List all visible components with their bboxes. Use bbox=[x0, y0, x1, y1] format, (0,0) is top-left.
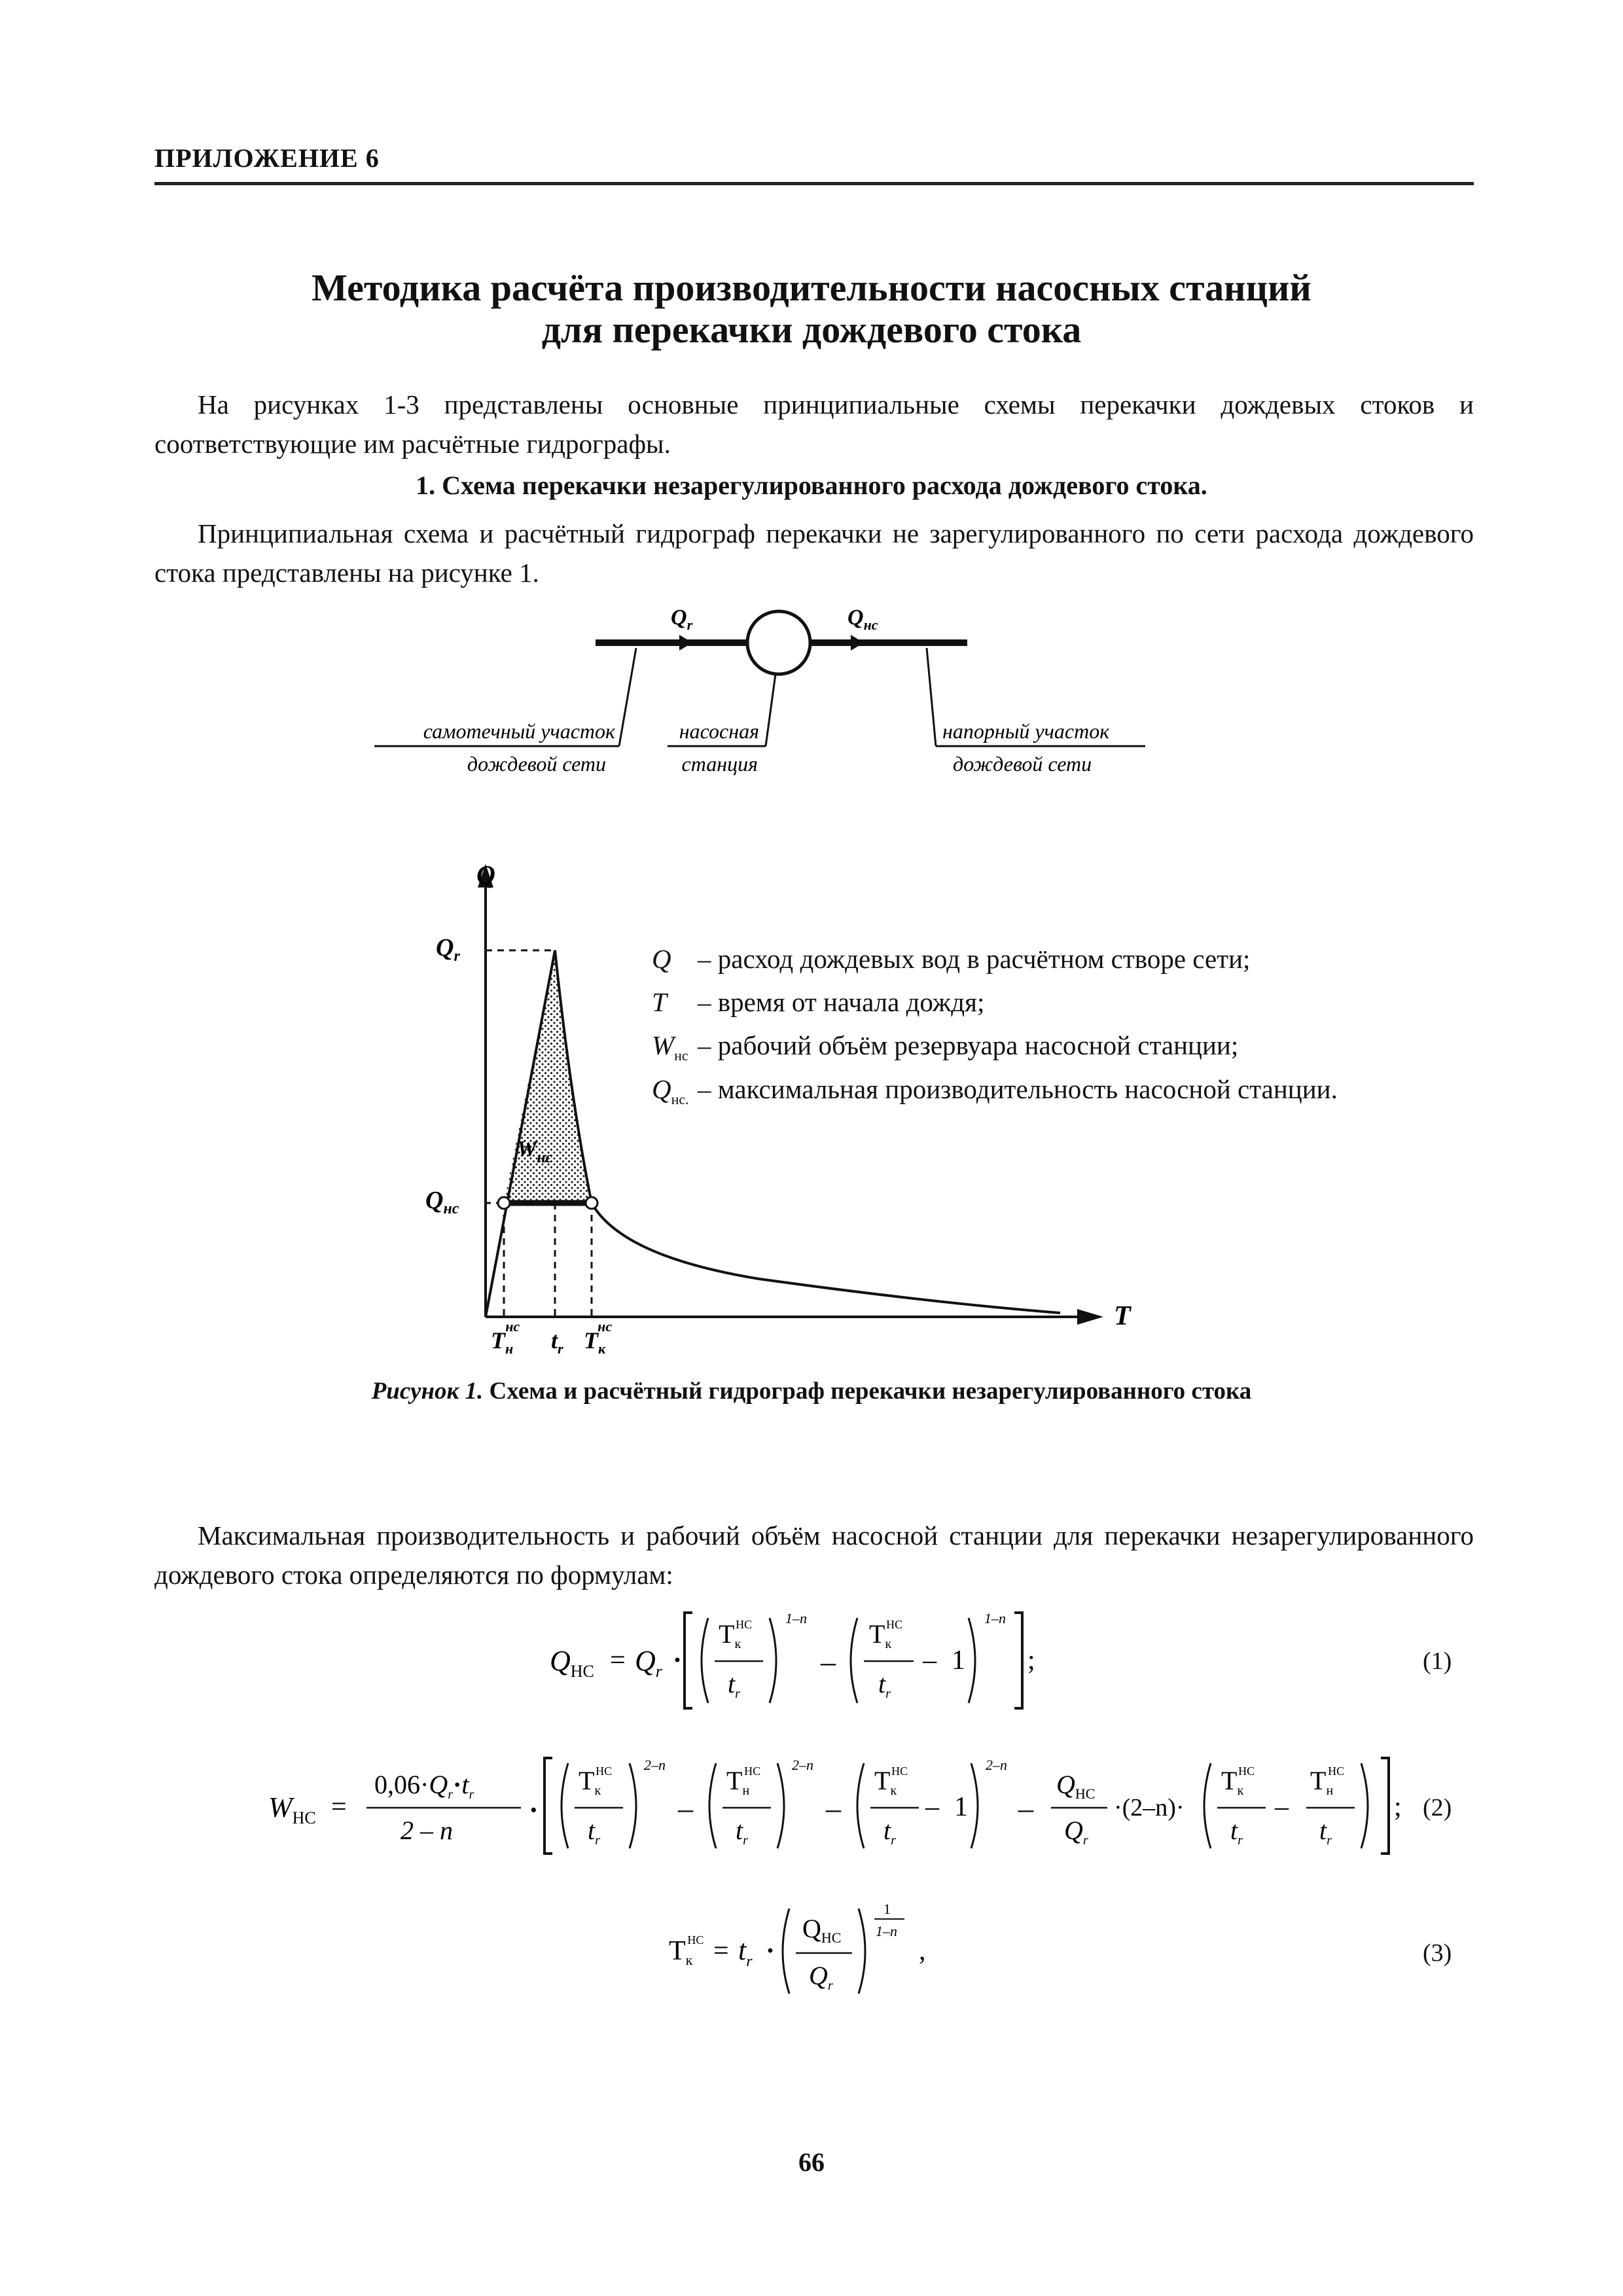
svg-text:=: = bbox=[610, 1645, 626, 1676]
svg-text:tr: $t_r$ bbox=[1230, 1816, 1243, 1848]
inflow-arrow-icon bbox=[679, 635, 692, 651]
axis-y-label: Q bbox=[476, 860, 495, 889]
scheme-qr-label: $Q_r$ bbox=[671, 605, 693, 633]
legend-item-qns bbox=[652, 1073, 1338, 1116]
legend-desc: – рабочий объём резервуара насосной станции; bbox=[698, 1030, 1239, 1061]
qr-tick-label: $Q_r$ bbox=[436, 934, 460, 965]
page-title-line-1: Методика расчёта производительности насосных станций bbox=[312, 266, 1311, 309]
svg-text:ТнНС: $Т_нНС$ bbox=[1310, 1765, 1345, 1798]
formula-3 bbox=[661, 1892, 962, 2003]
pressure-section-label: напорный участок bbox=[942, 719, 1110, 743]
svg-text:tr: $t_r$ bbox=[878, 1669, 891, 1701]
figure-caption-label: Рисунок 1. bbox=[371, 1378, 484, 1405]
tk-tick-label: $T_кнс$ bbox=[584, 1318, 613, 1357]
station-label: насосная bbox=[679, 719, 759, 743]
svg-text:·: · bbox=[529, 1794, 539, 1826]
legend-symbol: Q bbox=[652, 944, 671, 974]
svg-text:Qr: $Q_r$ bbox=[635, 1645, 662, 1681]
svg-text:0,06·Qr·tr: $0,06\cdot Q_r\cdot t_r$ bbox=[374, 1770, 474, 1802]
outflow-arrow-icon bbox=[851, 635, 864, 651]
volume-label: $W_{нс}$ bbox=[517, 1137, 553, 1166]
svg-text:–: – bbox=[923, 1645, 936, 1676]
svg-text:–: – bbox=[925, 1792, 939, 1822]
svg-text:tr: $t_r$ bbox=[588, 1816, 600, 1848]
svg-text:·: · bbox=[766, 1936, 776, 1966]
svg-text:–: – bbox=[1275, 1792, 1289, 1822]
svg-text:·(2–n)·: ·(2–n)· bbox=[1114, 1794, 1185, 1821]
legend-symbol: T bbox=[652, 987, 667, 1018]
svg-text:–: – bbox=[826, 1791, 841, 1825]
svg-text:;: ; bbox=[1394, 1792, 1402, 1822]
svg-text:Qr: $Q_r$ bbox=[809, 1961, 833, 1993]
tn-tick-label: $T_ннс$ bbox=[491, 1318, 520, 1357]
formula-3-number: (3) bbox=[1423, 1939, 1452, 1967]
svg-text:tr: $t_r$ bbox=[1319, 1816, 1332, 1848]
svg-text:1: 1 bbox=[883, 1901, 891, 1917]
station-label-2: станция bbox=[681, 752, 758, 776]
section-paragraph: Принципиальная схема и расчётный гидрограф перекачки не зарегулированного по сети расхода дождевого стока представлены на рисунке 1. bbox=[154, 518, 1474, 588]
svg-text:=: = bbox=[713, 1936, 729, 1966]
x-axis-arrow-icon bbox=[1077, 1309, 1103, 1325]
svg-text:WНС: $W_{НС}$ bbox=[268, 1791, 316, 1827]
formula-2-number: (2) bbox=[1423, 1794, 1452, 1821]
legend-symbol: $W_{нс}$ bbox=[652, 1030, 688, 1064]
svg-text:ТкНС: $Т_кНС$ bbox=[719, 1618, 753, 1651]
legend-desc: – максимальная производительность насосной станции. bbox=[698, 1073, 1338, 1104]
svg-text:,: , bbox=[919, 1936, 926, 1966]
intro-paragraph: На рисунках 1-3 представлены основные принципиальные схемы перекачки дождевых стоков и соответствующие им расчётные гидрографы. bbox=[154, 389, 1474, 459]
legend-item-q bbox=[652, 942, 1338, 986]
end-point bbox=[586, 1197, 597, 1209]
svg-text:2–n: 2–n bbox=[986, 1757, 1007, 1773]
svg-text:2–n: 2–n bbox=[644, 1757, 666, 1773]
page-title-line-2: для перекачки дождевого стока bbox=[541, 308, 1082, 351]
svg-text:1: 1 bbox=[952, 1645, 965, 1676]
svg-text:1–n: 1–n bbox=[785, 1610, 807, 1626]
section-heading: 1. Схема перекачки незарегулированного расхода дождевого стока. bbox=[416, 471, 1207, 500]
svg-text:tr: $t_r$ bbox=[738, 1934, 753, 1970]
svg-text:ТкНС: $Т_кНС$ bbox=[869, 1618, 903, 1651]
pressure-section-label-2: дождевой сети bbox=[953, 752, 1092, 776]
svg-text:–: – bbox=[1018, 1791, 1033, 1825]
formula-1-number: (1) bbox=[1423, 1647, 1452, 1675]
svg-text:tr: $t_r$ bbox=[728, 1669, 740, 1701]
svg-text:Qr: $Q_r$ bbox=[1064, 1816, 1088, 1848]
gravity-section-label-2: дождевой сети bbox=[467, 752, 606, 776]
tr-tick-label: $t_r$ bbox=[551, 1327, 563, 1357]
legend-desc: – расход дождевых вод в расчётном створе сети; bbox=[698, 944, 1251, 974]
svg-text:1–n: 1–n bbox=[876, 1923, 897, 1939]
svg-text:QНС: $Q_{НС}$ bbox=[1056, 1770, 1096, 1802]
page-number: 66 bbox=[798, 2147, 825, 2177]
svg-text:=: = bbox=[331, 1792, 347, 1822]
svg-text:tr: $t_r$ bbox=[736, 1816, 748, 1848]
svg-text:1–n: 1–n bbox=[984, 1610, 1006, 1626]
start-point bbox=[498, 1197, 510, 1209]
header-rule bbox=[154, 182, 1474, 185]
formula-2 bbox=[262, 1748, 1440, 1859]
svg-text:ТкНС: $Т_кНС$ bbox=[874, 1765, 908, 1798]
svg-text:QНС: $Q_{НС}$ bbox=[550, 1645, 594, 1681]
svg-text:–: – bbox=[678, 1791, 693, 1825]
svg-text:ТкНС: ТкНС bbox=[669, 1933, 704, 1968]
legend-item-w bbox=[652, 1029, 1338, 1072]
gravity-section-label: самотечный участок bbox=[423, 719, 615, 743]
legend-desc: – время от начала дождя; bbox=[698, 987, 985, 1018]
svg-text:ТнНС: $Т_нНС$ bbox=[726, 1765, 761, 1798]
graph-legend bbox=[652, 942, 1338, 1116]
svg-text:ТкНС: $Т_кНС$ bbox=[579, 1765, 613, 1798]
pumping-scheme-diagram bbox=[366, 589, 1191, 785]
legend-symbol: $Q_{нс.}$ bbox=[652, 1073, 689, 1107]
svg-text:2 – n: 2 – n bbox=[401, 1816, 453, 1845]
axis-x-label: T bbox=[1114, 1301, 1131, 1331]
formulas-intro-paragraph: Максимальная производительность и рабочий объём насосной станции для перекачки незарегулированного дождевого стока определяются по формулам: bbox=[154, 1520, 1474, 1590]
svg-text:;: ; bbox=[1027, 1645, 1035, 1676]
svg-text:1: 1 bbox=[954, 1792, 968, 1822]
svg-text:–: – bbox=[821, 1645, 836, 1678]
pump-station-icon bbox=[747, 611, 810, 674]
svg-text:·: · bbox=[673, 1645, 683, 1676]
svg-text:2–n: 2–n bbox=[792, 1757, 813, 1773]
appendix-label: ПРИЛОЖЕНИЕ 6 bbox=[154, 143, 380, 173]
formula-1 bbox=[537, 1604, 1113, 1715]
figure-caption-text: Схема и расчётный гидрограф перекачки незарегулированного стока bbox=[483, 1378, 1252, 1405]
svg-text:QНС: $Q_{НС}$ bbox=[802, 1914, 842, 1946]
figure-caption bbox=[0, 1377, 1623, 1405]
svg-text:ТкНС: $Т_кНС$ bbox=[1221, 1765, 1255, 1798]
qns-tick-label: $Q_{нс}$ bbox=[425, 1187, 459, 1217]
scheme-qns-label: $Q_{нс}$ bbox=[847, 605, 878, 633]
legend-item-t bbox=[652, 986, 1338, 1029]
svg-text:tr: $t_r$ bbox=[883, 1816, 896, 1848]
